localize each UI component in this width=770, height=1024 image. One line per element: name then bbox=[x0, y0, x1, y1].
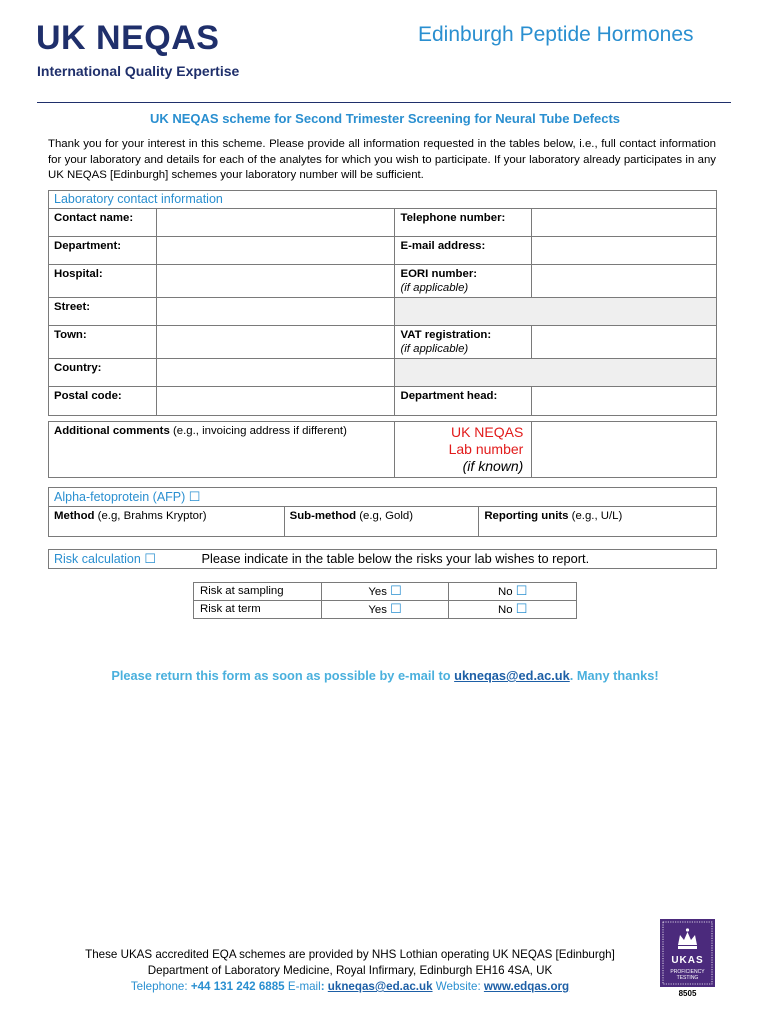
afp-heading-text: Alpha-fetoprotein (AFP) bbox=[54, 490, 186, 504]
risk-term-no[interactable] bbox=[449, 601, 577, 619]
comments-table bbox=[48, 421, 717, 478]
contact-table bbox=[48, 190, 717, 416]
vat-field[interactable] bbox=[532, 326, 717, 359]
return-email-link[interactable]: ukneqas@ed.ac.uk bbox=[454, 668, 570, 683]
lab-number-line1: UK NEQAS bbox=[450, 424, 524, 440]
telephone-field[interactable] bbox=[532, 209, 717, 237]
eori-label-text: EORI number: bbox=[400, 268, 478, 280]
return-note bbox=[40, 668, 730, 683]
checkbox-icon[interactable]: ☐ bbox=[515, 583, 528, 598]
risk-sampling-yes[interactable] bbox=[321, 583, 449, 601]
return-note-text: Please return this form as soon as possible by e-mail to bbox=[111, 668, 455, 683]
postal-code-field[interactable] bbox=[156, 387, 395, 416]
lab-number-label bbox=[395, 422, 532, 478]
vat-label bbox=[395, 326, 532, 359]
risk-header-row bbox=[49, 550, 717, 569]
lab-number-field[interactable] bbox=[532, 422, 717, 478]
email-field[interactable] bbox=[532, 237, 717, 265]
street-label: Street: bbox=[49, 298, 157, 326]
department-label: Department: bbox=[49, 237, 157, 265]
afp-section-heading bbox=[49, 488, 717, 507]
street-shaded-area bbox=[395, 298, 717, 326]
page-title: UK NEQAS scheme for Second Trimester Screening for Neural Tube Defects bbox=[149, 111, 621, 126]
checkbox-icon[interactable]: ☐ bbox=[515, 601, 528, 616]
footer-web-link[interactable]: www.edqas.org bbox=[483, 980, 570, 993]
checkbox-icon[interactable]: ☐ bbox=[390, 601, 402, 616]
country-field[interactable] bbox=[156, 359, 395, 387]
afp-submethod-field[interactable] bbox=[284, 507, 479, 537]
risk-heading: Risk calculation bbox=[54, 552, 141, 566]
afp-method-hint: (e.g, Brahms Kryptor) bbox=[94, 510, 207, 522]
comments-field[interactable] bbox=[49, 422, 395, 478]
comments-label: Additional comments bbox=[54, 425, 170, 437]
hospital-field[interactable] bbox=[156, 265, 395, 298]
risk-options-table bbox=[193, 582, 577, 619]
afp-table bbox=[48, 487, 717, 537]
uk-neqas-logo: UK NEQAS bbox=[36, 19, 220, 57]
centre-name: Edinburgh Peptide Hormones bbox=[418, 23, 694, 46]
afp-method-label: Method bbox=[54, 510, 95, 522]
risk-row-label: Risk at term bbox=[194, 601, 322, 619]
footer-web-label: Website: bbox=[432, 980, 484, 993]
telephone-label: Telephone number: bbox=[395, 209, 532, 237]
email-label: E-mail address: bbox=[395, 237, 532, 265]
footer-tel-label: Telephone: bbox=[130, 980, 191, 993]
footer-line2: Department of Laboratory Medicine, Royal Infirmary, Edinburgh EH16 4SA, UK bbox=[147, 964, 553, 977]
eori-label bbox=[395, 265, 532, 298]
country-label: Country: bbox=[49, 359, 157, 387]
risk-checkbox[interactable]: ☐ bbox=[144, 551, 156, 566]
lab-number-line3: (if known) bbox=[462, 458, 524, 474]
footer-email-link[interactable]: ukneqas@ed.ac.uk bbox=[327, 980, 433, 993]
intro-paragraph: Thank you for your interest in this scheme. Please provide all information requested in the tables below, i.e., full contact information for your laboratory and details for each of the analytes for which you wish to participate. If your laboratory already participates in any UK NEQAS [Edinburgh] schemes your laboratory number will be sufficient. bbox=[48, 138, 716, 181]
street-field[interactable] bbox=[156, 298, 395, 326]
logo-tagline: International Quality Expertise bbox=[37, 63, 240, 79]
afp-units-hint: (e.g., U/L) bbox=[568, 510, 623, 522]
afp-submethod-hint: (e.g, Gold) bbox=[356, 510, 414, 522]
checkbox-icon[interactable]: ☐ bbox=[390, 583, 402, 598]
footer-colon: : bbox=[320, 980, 328, 993]
town-label: Town: bbox=[49, 326, 157, 359]
department-head-field[interactable] bbox=[532, 387, 717, 416]
risk-header-table bbox=[48, 549, 717, 569]
town-field[interactable] bbox=[156, 326, 395, 359]
footer-email-label: E-mail bbox=[284, 980, 321, 993]
return-note-thanks: . Many thanks! bbox=[569, 668, 659, 683]
footer-contact bbox=[40, 979, 660, 995]
afp-checkbox[interactable]: ☐ bbox=[188, 489, 201, 504]
afp-method-field[interactable] bbox=[49, 507, 285, 537]
footer-line1: These UKAS accredited EQA schemes are provided by NHS Lothian operating UK NEQAS [Edinburgh] bbox=[85, 948, 615, 961]
afp-units-field[interactable] bbox=[479, 507, 717, 537]
risk-row-label: Risk at sampling bbox=[194, 583, 322, 601]
department-field[interactable] bbox=[156, 237, 395, 265]
vat-label-text: VAT registration: bbox=[400, 329, 492, 341]
ukas-number: 8505 bbox=[678, 989, 697, 998]
ukas-badge-sub: PROFICIENCY TESTING bbox=[670, 969, 705, 981]
footer-tel[interactable]: +44 131 242 6885 bbox=[190, 980, 285, 993]
eori-note: (if applicable) bbox=[400, 282, 469, 294]
vat-note: (if applicable) bbox=[400, 343, 469, 355]
risk-instruction: Please indicate in the table below the risks your lab wishes to report. bbox=[201, 551, 590, 566]
comments-hint: (e.g., invoicing address if different) bbox=[169, 425, 347, 437]
contact-name-label: Contact name: bbox=[49, 209, 157, 237]
lab-number-line2: Lab number bbox=[448, 441, 524, 457]
afp-units-label: Reporting units bbox=[484, 510, 569, 522]
hospital-label: Hospital: bbox=[49, 265, 157, 298]
ukas-accreditation-badge bbox=[660, 919, 715, 987]
risk-term-yes[interactable] bbox=[321, 601, 449, 619]
contact-section-heading: Laboratory contact information bbox=[49, 191, 717, 209]
postal-code-label: Postal code: bbox=[49, 387, 157, 416]
header-divider bbox=[37, 102, 731, 103]
department-head-label: Department head: bbox=[395, 387, 532, 416]
eori-field[interactable] bbox=[532, 265, 717, 298]
afp-submethod-label: Sub-method bbox=[289, 510, 357, 522]
contact-name-field[interactable] bbox=[156, 209, 395, 237]
yes-label: Yes bbox=[368, 586, 387, 598]
no-label: No bbox=[497, 586, 513, 598]
no-label: No bbox=[497, 604, 513, 616]
ukas-badge-text: UKAS bbox=[671, 955, 704, 966]
country-shaded-area bbox=[395, 359, 717, 387]
yes-label: Yes bbox=[368, 604, 387, 616]
risk-sampling-no[interactable] bbox=[449, 583, 577, 601]
